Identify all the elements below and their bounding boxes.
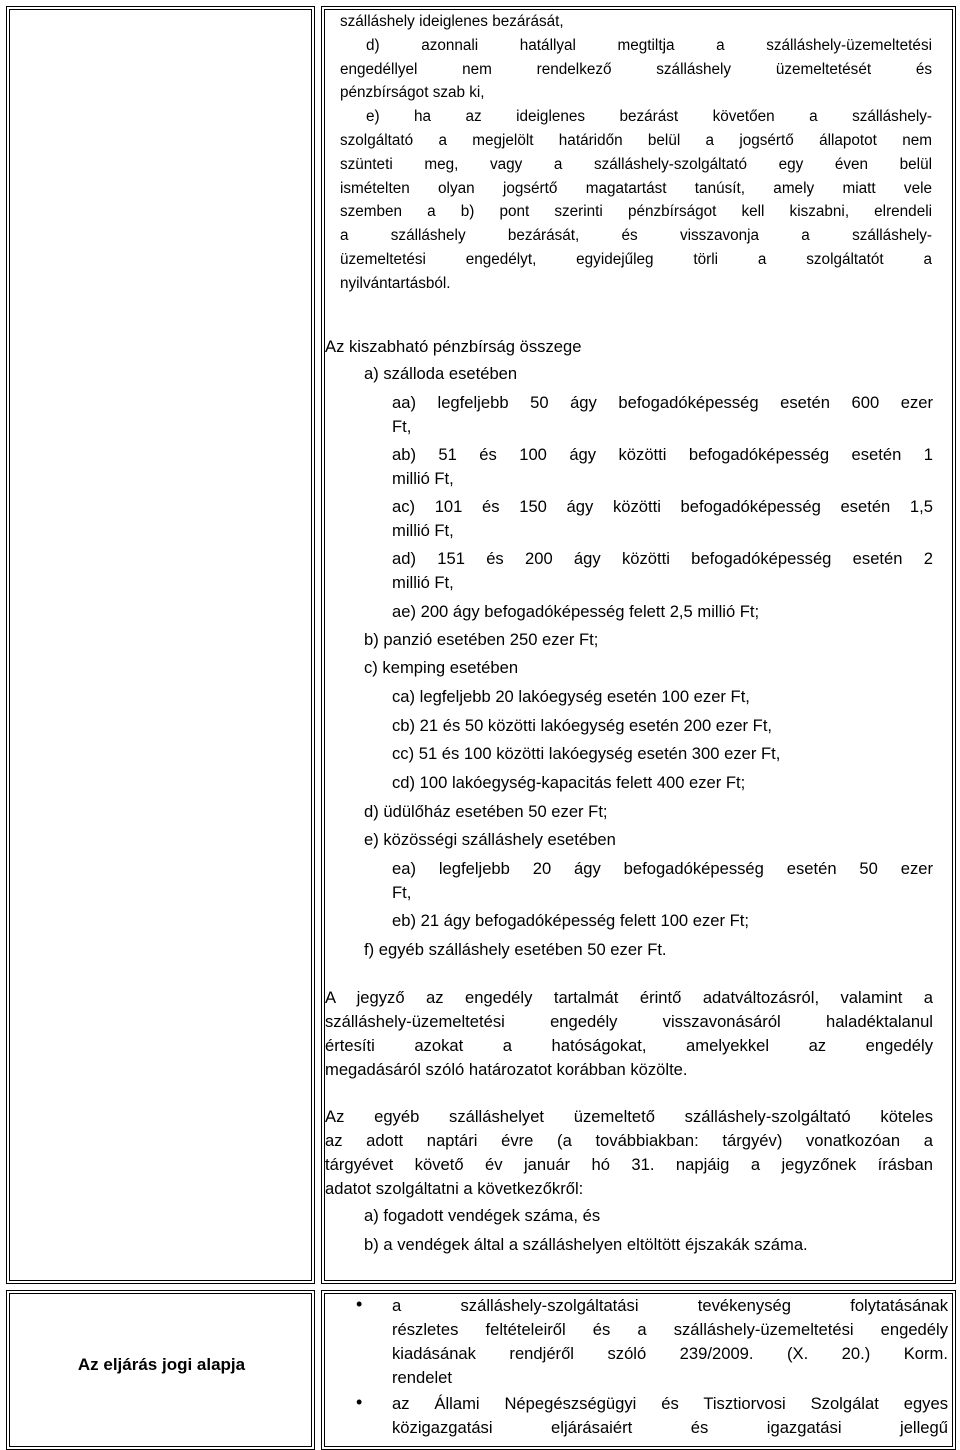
paragraph-data-reporting bbox=[325, 1105, 933, 1201]
fine-item-cb: cb) 21 és 50 közötti lakóegység esetén 200 ezer Ft, bbox=[392, 716, 773, 735]
legal-basis-heading: Az eljárás jogi alapja bbox=[77, 1355, 246, 1374]
text-line: szálláshely-üzemeltetési engedély visszavonásáról haladéktalanul bbox=[325, 1012, 933, 1031]
text-line: szünteti meg, vagy a szálláshely-szolgáltató egy éven belül bbox=[340, 155, 932, 173]
text-line: üzemeltetési engedélyt, egyidejűleg törli a szolgáltatót a bbox=[340, 250, 932, 268]
text-line: d) azonnali hatállyal megtiltja a szálláshely-üzemeltetési bbox=[366, 36, 932, 54]
text-line: részletes feltételeiről és a szálláshely-üzemeltetési engedély bbox=[392, 1320, 948, 1339]
table-cell-left-bottom bbox=[6, 1290, 315, 1450]
legal-basis-bullet-1 bbox=[392, 1294, 948, 1390]
text-line: közigazgatási eljárásaiért és igazgatási jellegű bbox=[392, 1418, 948, 1437]
text-line: az Állami Népegészségügyi és Tisztiorvosi Szolgálat egyes bbox=[392, 1394, 948, 1413]
fine-item-aa: aa) legfeljebb 50 ágy befogadóképesség esetén 600 ezer bbox=[392, 393, 933, 412]
fine-item-cd: cd) 100 lakóegység-kapacitás felett 400 ezer Ft; bbox=[392, 773, 746, 792]
text-line: nyilvántartásból. bbox=[340, 274, 451, 292]
fine-item-f: f) egyéb szálláshely esetében 50 ezer Ft. bbox=[364, 940, 667, 959]
fine-item-ac: ac) 101 és 150 ágy közötti befogadóképesség esetén 1,5 bbox=[392, 497, 933, 516]
text-line: a szálláshely-szolgáltatási tevékenység folytatásának bbox=[392, 1296, 948, 1315]
text-line: adatot szolgáltatni a következőkről: bbox=[325, 1179, 584, 1198]
fine-item-a: a) szálloda esetében bbox=[364, 364, 518, 383]
legal-basis-bullet-2 bbox=[392, 1392, 948, 1440]
table-cell-left-top bbox=[6, 6, 315, 1284]
bullet-icon: • bbox=[356, 1294, 363, 1314]
text-line: e) ha az ideiglenes bezárást követően a szálláshely- bbox=[366, 108, 932, 126]
text-line: szolgáltató a megjelölt határidőn belül a jogsértő állapotot nem bbox=[340, 131, 932, 149]
reporting-item-a: a) fogadott vendégek száma, és bbox=[364, 1206, 601, 1225]
fine-item-e: e) közösségi szálláshely esetében bbox=[364, 830, 616, 849]
fine-item-ab: ab) 51 és 100 ágy közötti befogadóképesség esetén 1 bbox=[392, 445, 933, 464]
reporting-item-b: b) a vendégek által a szálláshelyen eltöltött éjszakák száma. bbox=[364, 1235, 808, 1254]
text-line: tárgyévet követő év január hó 31. napjáig a jegyzőnek írásban bbox=[325, 1155, 933, 1174]
text-line: rendelet bbox=[392, 1368, 452, 1387]
fine-item-cc: cc) 51 és 100 közötti lakóegység esetén 300 ezer Ft, bbox=[392, 744, 781, 763]
fine-item-aa-cont: Ft, bbox=[392, 417, 412, 436]
fine-item-ad: ad) 151 és 200 ágy közötti befogadóképesség esetén 2 bbox=[392, 549, 933, 568]
text-line: az adott naptári évre (a továbbiakban: tárgyév) vonatkozóan a bbox=[325, 1131, 933, 1150]
fine-item-c: c) kemping esetében bbox=[364, 658, 519, 677]
text-line: a szálláshely bezárását, és visszavonja a szálláshely- bbox=[340, 227, 932, 245]
fine-item-ac-cont: millió Ft, bbox=[392, 521, 454, 540]
paragraph-enforcement bbox=[340, 10, 932, 296]
text-line: megadásáról szóló határozatot korábban közölte. bbox=[325, 1060, 688, 1079]
fine-item-b: b) panzió esetében 250 ezer Ft; bbox=[364, 630, 599, 649]
text-line: A jegyző az engedély tartalmát érintő adatváltozásról, valamint a bbox=[325, 988, 933, 1007]
text-line: engedéllyel nem rendelkező szálláshely üzemeltetését és bbox=[340, 60, 932, 78]
text-line: pénzbírságot szab ki, bbox=[340, 84, 485, 102]
fine-item-ab-cont: millió Ft, bbox=[392, 469, 454, 488]
paragraph-notification bbox=[325, 986, 933, 1082]
fine-item-eb: eb) 21 ágy befogadóképesség felett 100 ezer Ft; bbox=[392, 911, 750, 930]
text-line: értesíti azokat a hatóságokat, amelyekkel az engedély bbox=[325, 1036, 933, 1055]
text-line: kiadásának rendjéről szóló 239/2009. (X. 20.) Korm. bbox=[392, 1344, 948, 1363]
text-line: szemben a b) pont szerinti pénzbírságot kell kiszabni, elrendeli bbox=[340, 203, 932, 221]
text-line: ismételten olyan jogsértő magatartást tanúsít, amely miatt vele bbox=[340, 179, 932, 197]
fine-item-d: d) üdülőház esetében 50 ezer Ft; bbox=[364, 802, 608, 821]
bullet-icon: • bbox=[356, 1392, 363, 1412]
fine-item-ea-cont: Ft, bbox=[392, 883, 412, 902]
fine-item-ad-cont: millió Ft, bbox=[392, 573, 454, 592]
fine-item-ea: ea) legfeljebb 20 ágy befogadóképesség esetén 50 ezer bbox=[392, 859, 933, 878]
text-line: szálláshely ideiglenes bezárását, bbox=[340, 13, 564, 30]
fine-item-ae: ae) 200 ágy befogadóképesség felett 2,5 millió Ft; bbox=[392, 602, 760, 621]
fine-item-ca: ca) legfeljebb 20 lakóegység esetén 100 ezer Ft, bbox=[392, 687, 750, 706]
text-line: Az egyéb szálláshelyet üzemeltető szálláshely-szolgáltató köteles bbox=[325, 1107, 933, 1126]
fines-intro: Az kiszabható pénzbírság összege bbox=[325, 337, 582, 356]
